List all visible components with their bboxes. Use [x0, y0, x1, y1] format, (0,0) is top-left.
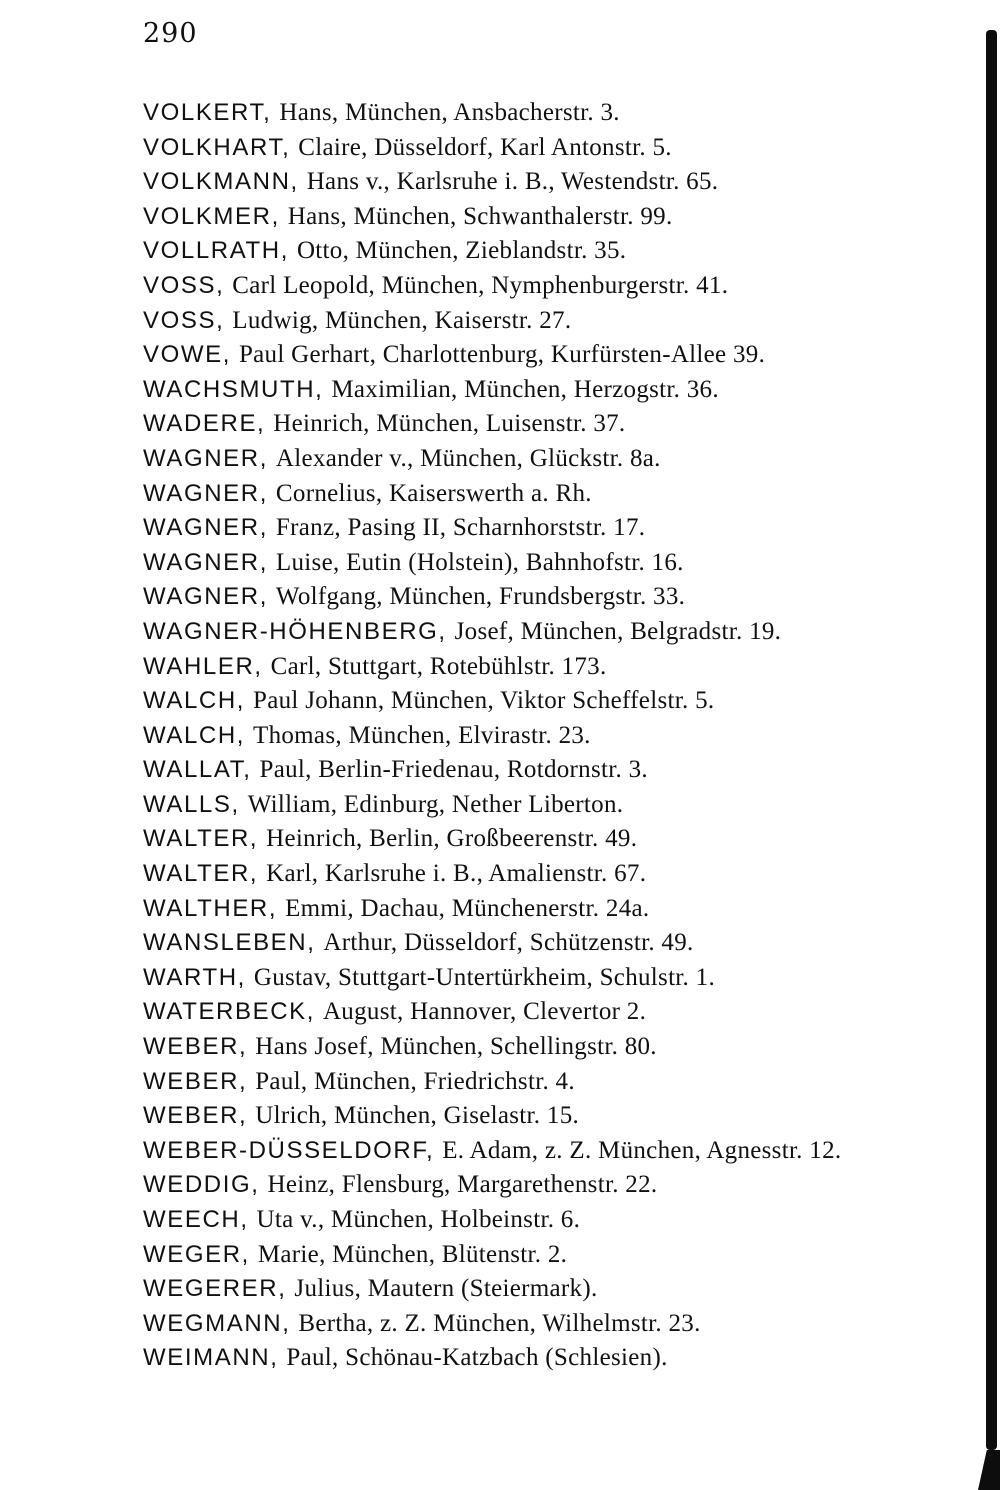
entry-details: Arthur, Düsseldorf, Schützenstr. 49. — [323, 929, 694, 957]
directory-entry — [143, 649, 933, 684]
directory-entry — [143, 1133, 933, 1168]
entry-details: Hans Josef, München, Schellingstr. 80. — [255, 1033, 657, 1061]
entry-details: Heinrich, Berlin, Großbeerenstr. 49. — [266, 825, 638, 853]
entry-surname: WADERE, — [143, 410, 266, 438]
directory-entry — [143, 268, 933, 303]
entry-details: Ulrich, München, Giselastr. 15. — [255, 1102, 580, 1130]
directory-entry — [143, 199, 933, 234]
entry-details: Paul, Schönau-Katzbach (Schlesien). — [286, 1344, 668, 1372]
entry-details: Paul, Berlin-Friedenau, Rotdornstr. 3. — [259, 756, 648, 784]
directory-entry — [143, 406, 933, 441]
entry-surname: WALCH, — [143, 687, 246, 715]
entry-details: Bertha, z. Z. München, Wilhelmstr. 23. — [298, 1309, 701, 1337]
entry-details: Julius, Mautern (Steiermark). — [294, 1275, 598, 1303]
directory-entry — [143, 1167, 933, 1202]
directory-entry — [143, 476, 933, 511]
entry-surname: VOSS, — [143, 306, 225, 334]
entry-details: Franz, Pasing II, Scharnhorststr. 17. — [275, 514, 646, 542]
entry-surname: VOLKMER, — [143, 202, 280, 230]
directory-entry — [143, 683, 933, 718]
entry-surname: WALLAT, — [143, 756, 252, 784]
directory-entry — [143, 95, 933, 130]
entry-surname: WALLS, — [143, 790, 240, 818]
directory-entry — [143, 1237, 933, 1272]
entry-details: Otto, München, Zieblandstr. 35. — [296, 237, 627, 265]
entry-surname: WATERBECK, — [143, 998, 316, 1026]
entry-surname: VOLLRATH, — [143, 237, 289, 265]
directory-entry — [143, 891, 933, 926]
entry-details: William, Edinburg, Nether Liberton. — [247, 790, 624, 818]
directory-entry — [143, 718, 933, 753]
directory-entry — [143, 1271, 933, 1306]
entry-details: Hans, München, Schwanthalerstr. 99. — [287, 202, 673, 230]
entry-surname: WEBER, — [143, 1033, 248, 1061]
entry-details: Hans, München, Ansbacherstr. 3. — [279, 99, 620, 126]
entry-surname: WACHSMUTH, — [143, 375, 324, 403]
directory-entry — [143, 856, 933, 891]
entry-details: Paul, München, Friedrichstr. 4. — [255, 1067, 575, 1095]
directory-entry — [143, 337, 933, 372]
entry-surname: WAGNER, — [143, 583, 268, 611]
directory-entry — [143, 1202, 933, 1237]
directory-entry — [143, 441, 933, 476]
entry-surname: WEGMANN, — [143, 1309, 291, 1337]
entry-surname: VOWE, — [143, 341, 232, 369]
entry-surname: WEDDIG, — [143, 1171, 260, 1199]
entry-details: Karl, Karlsruhe i. B., Amalienstr. 67. — [266, 860, 647, 888]
entry-surname: WAHLER, — [143, 652, 263, 680]
entry-surname: WEGERER, — [143, 1275, 287, 1303]
entry-details: Gustav, Stuttgart-Untertürkheim, Schulstr. 1. — [253, 963, 716, 991]
entry-surname: WEIMANN, — [143, 1344, 279, 1372]
directory-entry — [143, 614, 933, 649]
entry-details: Heinrich, München, Luisenstr. 37. — [273, 410, 626, 438]
entry-surname: WEBER, — [143, 1102, 248, 1130]
entry-details: August, Hannover, Clevertor 2. — [322, 998, 647, 1026]
directory-entry — [143, 752, 933, 787]
entry-details: Heinz, Flensburg, Margarethenstr. 22. — [267, 1171, 658, 1199]
entry-surname: WAGNER, — [143, 548, 268, 576]
directory-entry — [143, 1340, 933, 1375]
directory-entry — [143, 1098, 933, 1133]
directory-entry — [143, 130, 933, 165]
entry-details: Emmi, Dachau, Münchenerstr. 24a. — [285, 894, 650, 922]
entry-surname: WANSLEBEN, — [143, 929, 316, 957]
directory-entry — [143, 1306, 933, 1341]
entry-details: Carl, Stuttgart, Rotebühlstr. 173. — [270, 652, 607, 680]
directory-entry — [143, 545, 933, 580]
directory-entry — [143, 1064, 933, 1099]
entry-details: Uta v., München, Holbeinstr. 6. — [256, 1206, 581, 1233]
directory-entry — [143, 510, 933, 545]
entry-details: Alexander v., München, Glückstr. 8a. — [275, 444, 661, 472]
directory-entry — [143, 233, 933, 268]
entry-surname: VOSS, — [143, 271, 225, 299]
entry-surname: WAGNER, — [143, 444, 268, 472]
entry-details: Claire, Düsseldorf, Karl Antonstr. 5. — [298, 133, 672, 161]
entry-details: Josef, München, Belgradstr. 19. — [454, 617, 782, 645]
entry-surname: VOLKHART, — [143, 133, 291, 161]
directory-entry — [143, 1029, 933, 1064]
entry-details: Luise, Eutin (Holstein), Bahnhofstr. 16. — [275, 548, 684, 576]
entry-surname: WARTH, — [143, 963, 246, 991]
entry-surname: WEBER-DÜSSELDORF, — [143, 1136, 435, 1164]
directory-entry — [143, 821, 933, 856]
entry-details: E. Adam, z. Z. München, Agnesstr. 12. — [442, 1136, 842, 1164]
entry-details: Carl Leopold, München, Nymphenburgerstr. 41. — [232, 271, 729, 299]
entry-details: Paul Johann, München, Viktor Scheffelstr. 5. — [253, 687, 715, 715]
entry-details: Cornelius, Kaiserswerth a. Rh. — [275, 479, 592, 507]
directory-entry — [143, 925, 933, 960]
directory-entry — [143, 787, 933, 822]
directory-list — [143, 95, 933, 1375]
directory-entry — [143, 372, 933, 407]
entry-surname: VOLKERT, — [143, 99, 272, 126]
entry-surname: WAGNER, — [143, 479, 268, 507]
entry-details: Thomas, München, Elvirastr. 23. — [253, 721, 591, 749]
directory-entry — [143, 303, 933, 338]
directory-entry — [143, 164, 933, 199]
entry-surname: WEGER, — [143, 1240, 250, 1268]
entry-surname: WEECH, — [143, 1206, 249, 1233]
entry-details: Marie, München, Blütenstr. 2. — [257, 1240, 568, 1268]
directory-entry — [143, 579, 933, 614]
page-number: 290 — [143, 18, 198, 49]
entry-details: Ludwig, München, Kaiserstr. 27. — [232, 306, 572, 334]
entry-surname: WAGNER, — [143, 514, 268, 542]
entry-surname: VOLKMANN, — [143, 168, 299, 196]
entry-details: Maximilian, München, Herzogstr. 36. — [331, 375, 719, 403]
entry-details: Paul Gerhart, Charlottenburg, Kurfürsten-Allee 39. — [238, 341, 766, 369]
entry-surname: WALTER, — [143, 825, 259, 853]
entry-surname: WEBER, — [143, 1067, 248, 1095]
entry-surname: WAGNER-HÖHENBERG, — [143, 617, 447, 645]
entry-details: Wolfgang, München, Frundsbergstr. 33. — [275, 583, 686, 611]
directory-entry — [143, 960, 933, 995]
entry-surname: WALTHER, — [143, 894, 278, 922]
entry-details: Hans v., Karlsruhe i. B., Westendstr. 65. — [306, 168, 719, 196]
directory-entry — [143, 994, 933, 1029]
entry-surname: WALTER, — [143, 860, 259, 888]
entry-surname: WALCH, — [143, 721, 246, 749]
page-binding-edge — [978, 0, 1000, 1490]
